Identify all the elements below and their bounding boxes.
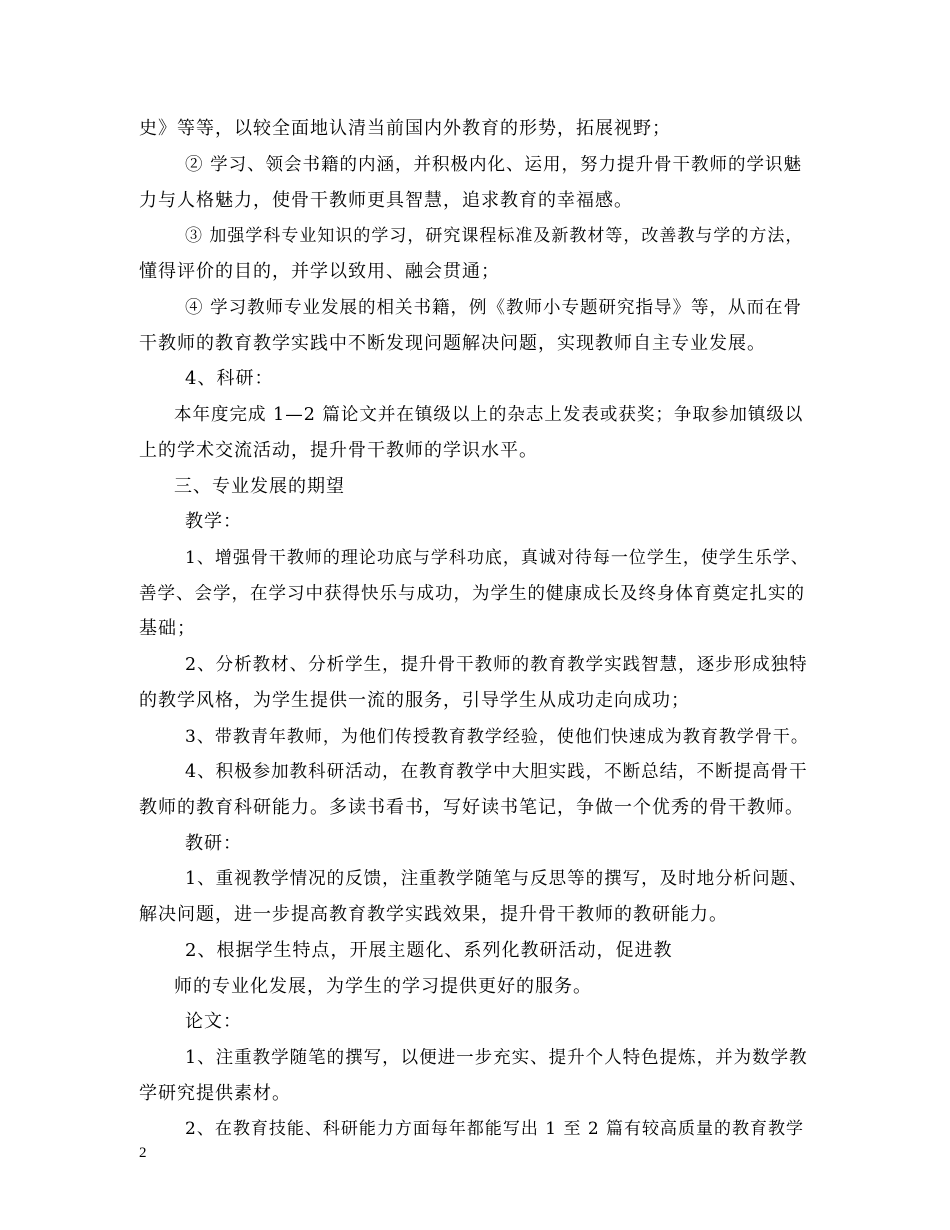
text-line: 1、增强骨干教师的理论功底与学科功底，真诚对待每一位学生，使学生乐学、 — [185, 548, 809, 568]
subsection-label: 教学： — [185, 511, 242, 532]
text-line: 教师的教育科研能力。多读书看书，写好读书笔记，争做一个优秀的骨干教师。 — [139, 797, 804, 818]
subsection-label: 教研： — [185, 833, 242, 854]
text-line: 1、注重教学随笔的撰写，以便进一步充实、提升个人特色提炼，并为数学教 — [185, 1048, 808, 1068]
subsection-label: 论文： — [185, 1011, 242, 1032]
text-line: 2、分析教材、分析学生，提升骨干教师的教育教学实践智慧，逐步形成独特 — [185, 655, 808, 675]
text-line: ③ 加强学科专业知识的学习，研究课程标准及新教材等，改善教与学的方法， — [185, 226, 804, 246]
text-line: 上的学术交流活动，提升骨干教师的学识水平。 — [139, 440, 538, 461]
text-line: ④ 学习教师专业发展的相关书籍，例《教师小专题研究指导》等，从而在骨 — [185, 298, 803, 318]
text-line: 善学、会学，在学习中获得快乐与成功，为学生的健康成长及终身体育奠定扎实的 — [139, 584, 805, 604]
text-line: 懂得评价的目的，并学以致用、融会贯通； — [139, 261, 500, 282]
text-line: 解决问题，进一步提高教育教学实践效果，提升骨干教师的教研能力。 — [139, 904, 728, 925]
text-line: 干教师的教育教学实践中不断发现问题解决问题，实现教师自主专业发展。 — [139, 333, 766, 354]
text-line: 1、重视教学情况的反馈，注重教学随笔与反思等的撰写，及时地分析问题、 — [185, 869, 808, 889]
text-line: 4、科研： — [185, 368, 274, 389]
text-line: 师的专业化发展，为学生的学习提供更好的服务。 — [174, 976, 592, 997]
text-line: ② 学习、领会书籍的内涵，并积极内化、运用，努力提升骨干教师的学识魅 — [185, 155, 803, 175]
text-line: 2、在教育技能、科研能力方面每年都能写出 1 至 2 篇有较高质量的教育教学 — [185, 1119, 805, 1139]
text-line: 力与人格魅力，使骨干教师更具智慧，追求教育的幸福感。 — [139, 190, 633, 211]
text-line: 学研究提供素材。 — [139, 1083, 291, 1104]
text-line: 的教学风格，为学生提供一流的服务，引导学生从成功走向成功； — [139, 690, 690, 711]
text-line: 史》等等，以较全面地认清当前国内外教育的形势，拓展视野； — [139, 118, 671, 139]
text-line: 本年度完成 1—2 篇论文并在镇级以上的杂志上发表或获奖；争取参加镇级以 — [174, 405, 804, 425]
text-line: 4、积极参加教科研活动，在教育教学中大胆实践，不断总结，不断提高骨干 — [185, 762, 808, 782]
text-line: 3、带教青年教师，为他们传授教育教学经验，使他们快速成为教育教学骨干。 — [185, 727, 809, 747]
text-line: 基础； — [139, 618, 196, 639]
page-number: 2 — [139, 1145, 147, 1161]
text-line: 2、根据学生特点，开展主题化、系列化教研活动，促进教 — [185, 940, 673, 961]
section-heading: 三、专业发展的期望 — [174, 476, 345, 497]
